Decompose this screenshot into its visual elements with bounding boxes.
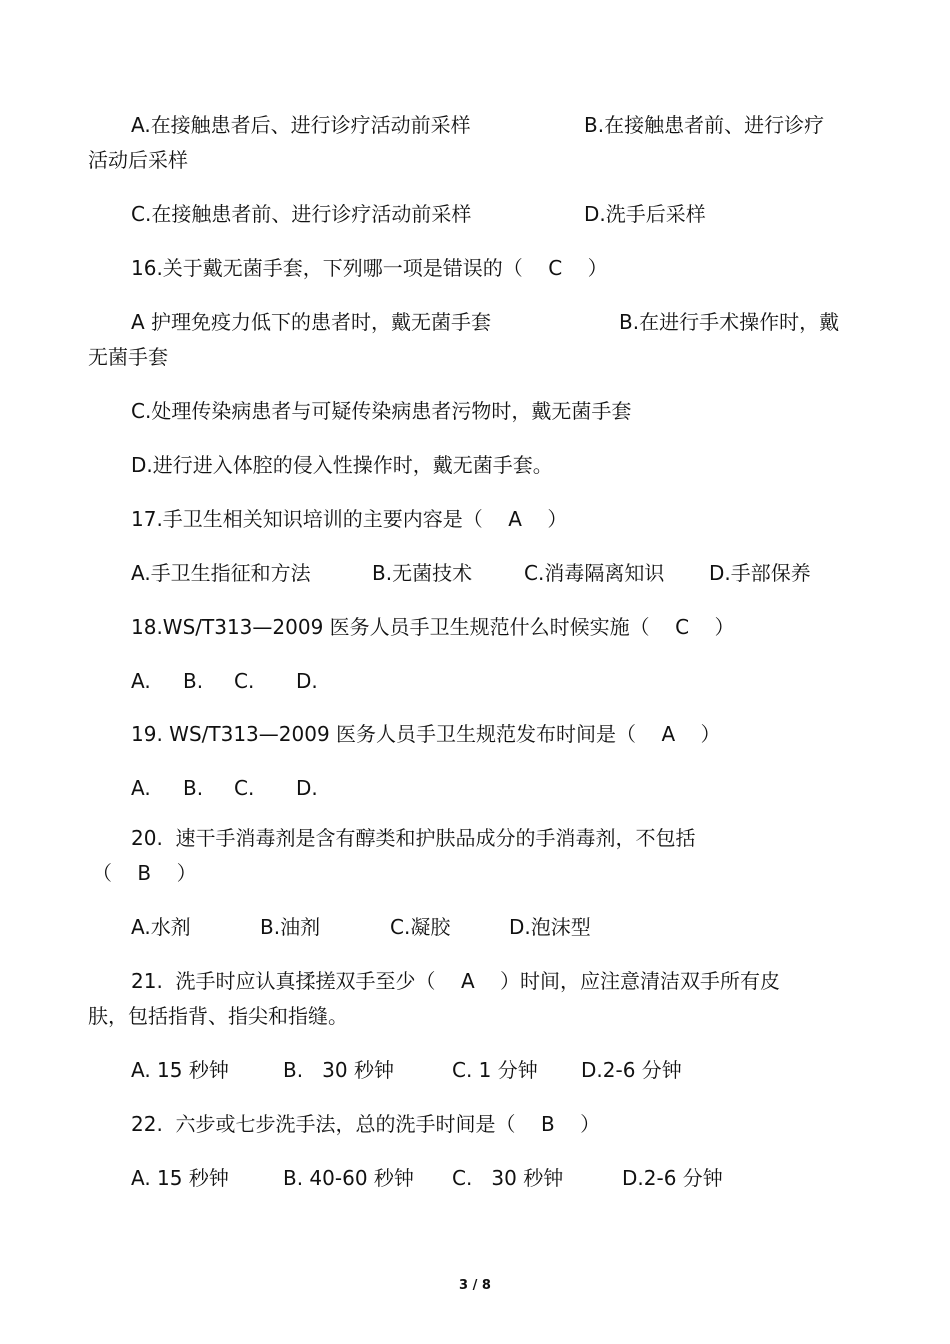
q15-option-d: D.洗手后采样	[584, 202, 706, 226]
q15-option-b: B.在接触患者前、进行诊疗	[584, 113, 825, 137]
q18-option-a: A.	[131, 669, 151, 693]
q15-option-c: C.在接触患者前、进行诊疗活动前采样	[131, 202, 472, 226]
q16-option-b: B.在进行手术操作时，戴	[619, 310, 840, 334]
q22-option-b: B. 40-60 秒钟	[283, 1166, 414, 1190]
q20-option-c: C.凝胶	[390, 915, 451, 939]
q20-option-d: D.泡沫型	[509, 915, 591, 939]
q19-option-d: D.	[296, 776, 318, 800]
q19-option-b: B.	[183, 776, 204, 800]
q17-option-c: C.消毒隔离知识	[524, 561, 665, 585]
q16-option-b-cont: 无菌手套	[88, 345, 168, 369]
q21-option-d: D.2-6 分钟	[581, 1058, 682, 1082]
q20-option-b: B.油剂	[260, 915, 321, 939]
q21-option-c: C. 1 分钟	[452, 1058, 538, 1082]
q22-question: 22. 六步或七步洗手法，总的洗手时间是（ B ）	[131, 1112, 601, 1136]
q21-question-cont: 肤，包括指背、指尖和指缝。	[88, 1004, 348, 1028]
q17-option-d: D.手部保养	[709, 561, 811, 585]
q18-option-c: C.	[234, 669, 255, 693]
page-number: 3 / 8	[459, 1278, 491, 1293]
q22-option-a: A. 15 秒钟	[131, 1166, 229, 1190]
q16-option-c: C.处理传染病患者与可疑传染病患者污物时，戴无菌手套	[131, 399, 632, 423]
q18-question: 18.WS/T313—2009 医务人员手卫生规范什么时候实施（ C ）	[131, 615, 735, 639]
q16-option-a: A 护理免疫力低下的患者时，戴无菌手套	[131, 310, 492, 334]
q20-question-cont: （ B ）	[92, 861, 197, 885]
q21-question: 21. 洗手时应认真揉搓双手至少（ A ）时间，应注意清洁双手所有皮	[131, 969, 781, 993]
q18-option-b: B.	[183, 669, 204, 693]
q16-option-d: D.进行进入体腔的侵入性操作时，戴无菌手套。	[131, 453, 553, 477]
q18-option-d: D.	[296, 669, 318, 693]
q22-option-d: D.2-6 分钟	[622, 1166, 723, 1190]
q19-question: 19. WS/T313—2009 医务人员手卫生规范发布时间是（ A ）	[131, 722, 721, 746]
q17-question: 17.手卫生相关知识培训的主要内容是（ A ）	[131, 507, 568, 531]
q16-question: 16.关于戴无菌手套，下列哪一项是错误的（ C ）	[131, 256, 608, 280]
q21-option-a: A. 15 秒钟	[131, 1058, 229, 1082]
q19-option-c: C.	[234, 776, 255, 800]
q17-option-a: A.手卫生指征和方法	[131, 561, 311, 585]
q20-option-a: A.水剂	[131, 915, 191, 939]
q15-option-a: A.在接触患者后、进行诊疗活动前采样	[131, 113, 471, 137]
q20-question: 20. 速干手消毒剂是含有醇类和护肤品成分的手消毒剂，不包括	[131, 826, 696, 850]
q22-option-c: C. 30 秒钟	[452, 1166, 564, 1190]
q19-option-a: A.	[131, 776, 151, 800]
q15-option-b-cont: 活动后采样	[88, 148, 188, 172]
q21-option-b: B. 30 秒钟	[283, 1058, 394, 1082]
q17-option-b: B.无菌技术	[372, 561, 473, 585]
